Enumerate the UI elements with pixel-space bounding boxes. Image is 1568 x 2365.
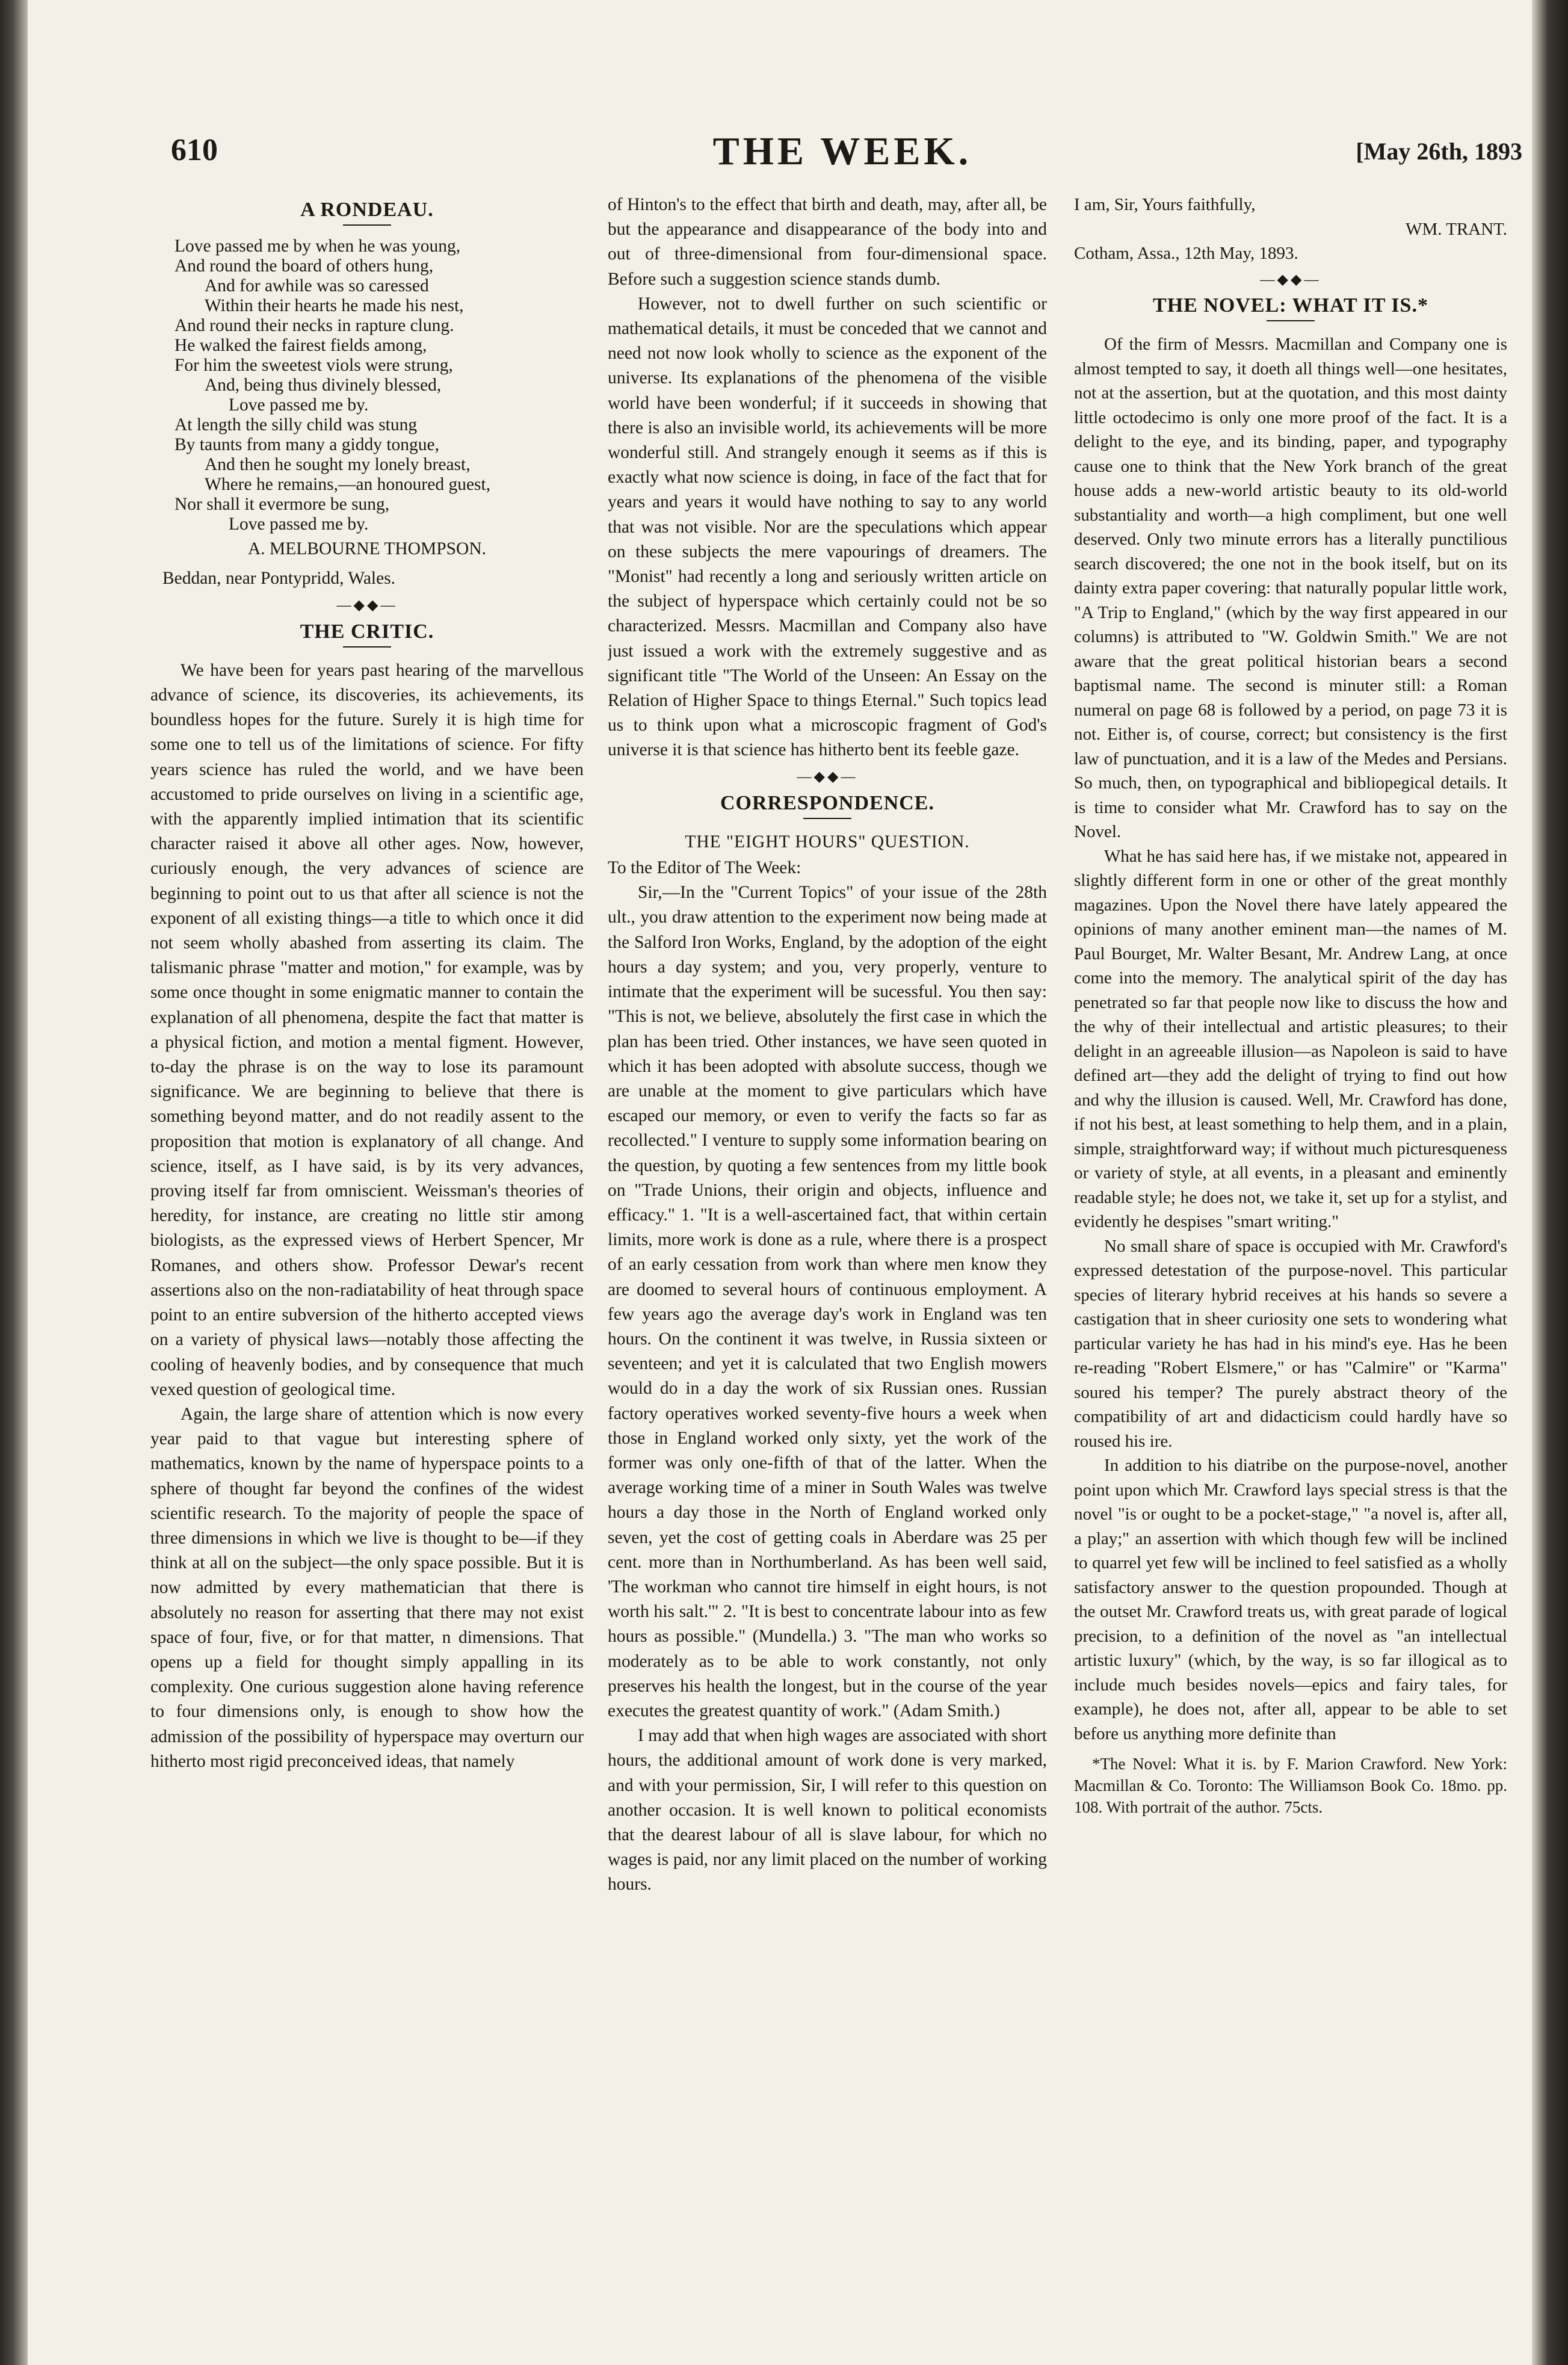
poem-line: By taunts from many a giddy tongue,	[174, 435, 439, 455]
letter-salutation: To the Editor of The Week:	[608, 858, 801, 878]
poem-line: Nor shall it evermore be sung,	[174, 495, 390, 515]
critic-paragraph: Again, the large share of attention which is now every year paid to that vague but interesting sphere of mathematics, known by the name of hyperspace points to a sphere of thought far beyond the confines of the widest scientific research. To the majority of people the space of three dimensions in which we live is thought to be—if they think at all on the subject—the only space possible. But it is now admitted by every mathematician that there is absolutely no reason for asserting that there may not exist space of four, five, or for that matter, n dimensions. That opens up a field for thought simply appalling in its complexity. One curious suggestion alone having reference to four dimensions only, is enough to show how the admission of the possibility of hyperspace may overturn our hitherto most rigid preconceived ideas, that namely	[150, 1404, 584, 1771]
column-1	[150, 193, 584, 2311]
section-separator: —◆◆—	[797, 768, 858, 785]
critic-title: THE CRITIC.	[300, 620, 434, 643]
rondeau-author: A. MELBOURNE THOMPSON.	[247, 539, 487, 559]
rondeau-place: Beddan, near Pontypridd, Wales.	[162, 569, 396, 589]
page-number: 610	[171, 133, 218, 167]
rondeau-title: A RONDEAU.	[300, 199, 434, 221]
column-2	[608, 193, 1047, 2311]
page-gutter-right	[1532, 0, 1568, 2365]
poem-line: For him the sweetest viols were strung,	[174, 356, 453, 376]
section-separator: —◆◆—	[1260, 271, 1321, 288]
title-rule	[803, 818, 851, 819]
issue-date: [May 26th, 1893	[1356, 138, 1522, 165]
poem-line: And round their necks in rapture clung.	[174, 316, 454, 336]
poem-line: And, being thus divinely blessed,	[205, 376, 442, 395]
section-separator: —◆◆—	[336, 597, 398, 613]
letter-signature: WM. TRANT.	[1406, 219, 1507, 239]
novel-title: THE NOVEL: WHAT IT IS.*	[1153, 294, 1428, 317]
column-3	[1074, 193, 1507, 2311]
critic-paragraph: We have been for years past hearing of the marvellous advance of science, its discoveries, its achievements, its boundless hopes for the future. Surely it is high time for some one to tell us of the limitations of science. For fifty years science has ruled the world, and we have been accustomed to pride ourselves on living in a scientific age, with the apparently implied intimation that its scientific character raised it above all other ages. Now, however, curiously enough, the very advances of science are beginning to point out to us that after all science is not the exponent of all existing things—a title to which once it did not seem wholly abashed from asserting its claim. The talismanic phrase "matter and motion," for example, was by some once thought in some enigmatic manner to contain the explanation of all phenomena, despite the fact that matter is a physical fiction, and motion a mental figment. However, to-day the phrase is on the way to lose its paramount significance. We are beginning to believe that there is something beyond matter, and do not readily assent to the proposition that motion is explanatory of all change. And science, itself, as I have said, is by its very advances, proving itself far from omniscient. Weissman's theories of heredity, for instance, are creating no little stir among biologists, as the expressed views of Herbert Spencer, Mr Romanes, and others show. Professor Dewar's recent assertions also on the non-radiatability of heat through space point to an entire subversion of the hitherto accepted views on a variety of physical laws—notably those affecting the cooling of heavenly bodies, and by consequence that much vexed question of geological time.	[150, 660, 584, 1399]
novel-paragraph: Of the firm of Messrs. Macmillan and Company one is almost tempted to say, it doeth all things well—one hesitates, not at the assertion, but at the quotation, and this most dainty little octodecimo is only one more proof of the fact. It is a delight to the eye, and its binding, paper, and typography cause one to think that the New York branch of the great house adds a new-world artistic beauty to its old-world substantiality and worth—a high compliment, but one well deserved. Only two minute errors has a literally punctilious search discovered; the one not in the book itself, but on its dainty extra paper covering: that naturally popular little work, "A Trip to England," (which by the way first appeared in our columns) is attributed to "W. Goldwin Smith." We are not aware that the great political historian bears a second baptismal name. The second is minuter still: a Roman numeral on page 68 is followed by a period, on page 73 it is not. Either is, of course, correct; but consistency is the first law of punctuation, and it is a law of the Medes and Persians. So much, then, on typographical and bibliopegical details. It is time to consider what Mr. Crawford has to say on the Novel.	[1074, 335, 1507, 841]
poem-line: And for awhile was so caressed	[205, 276, 429, 296]
novel-paragraph: No small share of space is occupied with Mr. Crawford's expressed detestation of the purpose-novel. This particular species of literary hybrid receives at his hands so severe a castigation that in sheer curiosity one sets to wondering what particular variety he has had in his mind's eye. Has he been re-reading "Robert Elsmere," or has "Calmire" or "Karma" soured his temper? The purely abstract theory of the compatibility of art and didacticism could hardly have so roused his ire.	[1074, 1236, 1507, 1451]
novel-paragraph: What he has said here has, if we mistake not, appeared in slightly different form in one or other of the great monthly magazines. Upon the Novel there have lately appeared the opinions of many another eminent man—the names of M. Paul Bourget, Mr. Walter Besant, Mr. Andrew Lang, at once come into the memory. The analytical spirit of the day has penetrated so far that people now like to discuss the how and the why of their intellectual and artistic pleasures; to their delight in an agreeable illusion—as Napoleon is said to have defined art—they add the delight of trying to find out how and why the illusion is caused. Well, Mr. Crawford has done, if not his best, at least something to help them, and in a plain, simple, straightforward way; if without much picturesqueness or variety of style, at all events, in a pleasant and eminently readable style; he does not, we take it, set up for a stylist, and evidently he despises "smart writing."	[1074, 846, 1507, 1231]
poem-line: And round the board of others hung,	[174, 256, 434, 276]
poem-line: Within their hearts he made his nest,	[205, 296, 464, 316]
poem-line: And then he sought my lonely breast,	[205, 455, 471, 475]
critic-paragraph: of Hinton's to the effect that birth and death, may, after all, be but the appearance and disappearance of the body into and out of three-dimensional from four-dimensional space. Before such a suggestion science stands dumb.	[608, 195, 1047, 289]
poem-line: Where he remains,—an honoured guest,	[205, 475, 491, 495]
poem-line: Love passed me by.	[229, 515, 369, 534]
letter-paragraph: I may add that when high wages are associated with short hours, the additional amount of work done is very marked, and with your permission, Sir, I will refer to this question on another occasion. It is well known to political economists that the dearest labour of all is slave labour, for which no wages is paid, nor any limit placed on the number of working hours.	[608, 1726, 1047, 1894]
poem-line: At length the silly child was stung	[174, 415, 418, 435]
letter-closing: I am, Sir, Yours faithfully,	[1074, 195, 1256, 214]
page-gutter-left	[0, 0, 28, 2365]
rondeau-poem	[174, 236, 584, 534]
title-rule	[343, 646, 391, 648]
poem-line: He walked the fairest fields among,	[174, 336, 427, 356]
poem-line: Love passed me by.	[229, 395, 369, 415]
correspondence-title: CORRESPONDENCE.	[720, 791, 934, 814]
letter-place-date: Cotham, Assa., 12th May, 1893.	[1074, 244, 1298, 263]
page-header	[162, 120, 1522, 187]
letter-paragraph: Sir,—In the "Current Topics" of your issue of the 28th ult., you draw attention to the experiment now being made at the Salford Iron Works, England, by the adoption of the eight hours a day system; and you, very properly, venture to intimate that the experiment will be sucessful. You then say: "This is not, we believe, absolutely the first case in which the plan has been tried. Other instances, we have seen quoted in which it has been adopted with absolute success, though we are unable at the moment to give particulars which have escaped our memory, or even to verify the facts so far as recollected." I venture to supply some information bearing on the question, by quoting a few sentences from my little book on "Trade Unions, their origin and objects, influence and efficacy." 1. "It is a well-ascertained fact, that within certain limits, more work is done as a rule, where there is a prospect of an early cessation from work than where men know they are doomed to several hours of continuous employment. A few years ago the average day's work in England was ten hours. On the continent it was twelve, in Russia sixteen or seventeen; and yet it is calculated that two English mowers would do in a day the work of six Russian ones. Russian factory operatives worked seventy-five hours a week when those in England worked only sixty, yet the work of the former was only one-fifth of that of the latter. When the average working time of a miner in South Wales was twelve hours a day those in the North of England worked only seven, yet the cost of getting coals in Aberdare was 25 per cent. more than in Northumberland. As has been well said, 'The workman who cannot tire himself in eight hours, is not worth his salt.'" 2. "It is best to concentrate labour into as few hours as possible." (Mundella.) 3. "The man who works so moderately as to be able to work constantly, not only preserves his health the longest, but in the course of the year executes the greatest quantity of work." (Adam Smith.)	[608, 883, 1047, 1720]
novel-footnote: *The Novel: What it is. by F. Marion Crawford. New York: Macmillan & Co. Toronto: The Williamson Book Co. 18mo. pp. 108. With portrait of the author. 75cts.	[1074, 1755, 1507, 1816]
title-rule	[343, 224, 391, 226]
novel-paragraph: In addition to his diatribe on the purpose-novel, another point upon which Mr. Crawford lays special stress is that the novel "is or ought to be a pocket-stage," "a novel is, after all, a play;" an assertion with which though few will be inclined to quarrel yet few will be inclined to feel satisfied as a wholly satisfactory answer to the question propounded. Though at the outset Mr. Crawford treats us, with great parade of logical precision, to a definition of the novel as "an intellectual artistic luxury" (which, by the way, is so far illogical as to include much besides novels—epics and fairy tales, for example), he does not, after all, appear to be able to set before us anything more definite than	[1074, 1456, 1507, 1743]
letter-subtitle: THE "EIGHT HOURS" QUESTION.	[685, 832, 970, 852]
title-rule	[1267, 320, 1315, 321]
poem-line: Love passed me by when he was young,	[174, 236, 461, 256]
masthead-title: THE WEEK.	[712, 129, 972, 173]
critic-paragraph: However, not to dwell further on such scientific or mathematical details, it must be conceded that we cannot and need not now look wholly to science as the exponent of the universe. Its explanations of the phenomena of the visible world have been wonderful; if it succeeds in showing that there is also an invisible world, its achievements will be more wonderful still. And strangely enough it seems as if this is exactly what now science is doing, in face of the fact that for years and years it would have nothing to say to any world that was not visible. Nor are the speculations which appear on these subjects the mere vapourings of dreamers. The "Monist" had recently a long and seriously written article on the subject of hyperspace which certainly could not be so characterized. Messrs. Macmillan and Company also have just issued a work with the extremely suggestive and as significant title "The World of the Unseen: An Essay on the Relation of Higher Space to things Eternal." Such topics lead us to think upon what a microscopic fragment of God's universe it is that science has hitherto bent its feeble gaze.	[608, 294, 1047, 760]
